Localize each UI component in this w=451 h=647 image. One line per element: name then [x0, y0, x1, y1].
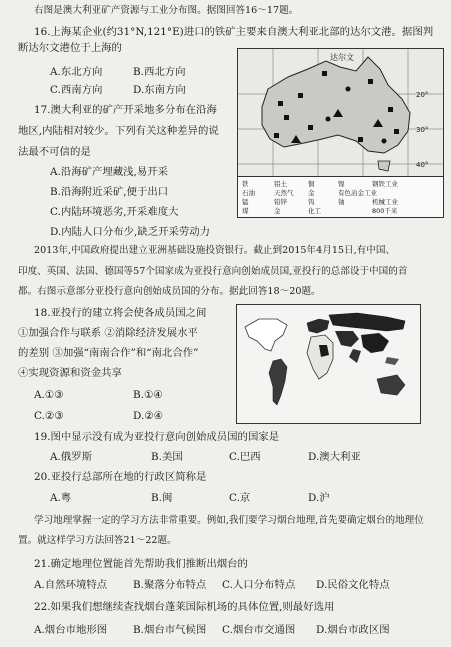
q21-option-a: A.自然环境特点 — [34, 579, 108, 591]
legend-chemical: 化工 — [308, 207, 321, 215]
q20-stem: 20.亚投行总部所在地的行政区简称是 — [34, 471, 207, 483]
legend-gold: 金 — [308, 189, 315, 197]
aiib-world-map — [236, 304, 421, 424]
q19-option-b: B.美国 — [151, 451, 183, 463]
q19-stem: 19.图中显示没有成为亚投行意向创始成员国的国家是 — [34, 431, 280, 443]
intro-18-20-line-1: 2013年,中国政府提出建立亚洲基础设施投资银行。截止到2015年4月15日,有中国、 — [34, 245, 396, 256]
q21-option-c: C.人口分布特点 — [222, 579, 296, 591]
q16-option-c: C.西南方向 — [50, 84, 103, 96]
legend-copper: 铜 — [308, 180, 315, 188]
q17-option-b: B.沿海附近采矿,便于出口 — [50, 186, 169, 198]
q16-option-b: B.西北方向 — [133, 66, 186, 78]
q22-option-d: D.烟台市政区图 — [316, 624, 390, 636]
darwin-label: 达尔文 — [330, 53, 354, 62]
legend-lead-zinc: 铅锌 — [274, 198, 287, 206]
q16-stem-2: 断达尔文港位于上海的 — [18, 42, 122, 54]
intro-21-22-line-1: 学习地理掌握一定的学习方法非常重要。例如,我们要学习烟台地理,首先要确定烟台的地理位 — [34, 515, 424, 526]
q18-option-c: C.②③ — [34, 410, 64, 422]
q17-stem-1: 17.澳大利亚的矿产开采地多分布在沿海 — [34, 104, 217, 116]
australia-map-graphic — [238, 49, 443, 177]
legend-manganese: 锰 — [242, 198, 249, 206]
intro-16-17: 右图是澳大利亚矿产资源与工业分布图。据图回答16～17题。 — [34, 5, 299, 16]
q18-choice-line-2: 的差别 ③加强“南南合作”和“南北合作” — [18, 347, 199, 359]
legend-nonferrous: 有色冶金工业 — [338, 189, 377, 197]
q18-choice-line-1: ①加强合作与联系 ②消除经济发展水平 — [18, 327, 198, 339]
australia-map-legend — [238, 176, 443, 217]
q18-option-a: A.①③ — [34, 389, 64, 401]
legend-iron: 铁 — [242, 180, 249, 188]
q18-option-d: D.②④ — [133, 410, 163, 422]
q20-option-b: B.闽 — [151, 492, 173, 504]
q19-option-d: D.澳大利亚 — [308, 451, 361, 463]
q21-stem: 21.确定地理位置能首先帮助我们推断出烟台的 — [34, 558, 248, 570]
q22-stem: 22.如果我们想继续查找烟台蓬莱国际机场的具体位置,则最好选用 — [34, 601, 335, 613]
q20-option-d: D.沪 — [308, 492, 330, 504]
lat-40-label: 40° — [416, 161, 429, 169]
scale-bar-label: 800千米 — [372, 207, 398, 215]
legend-tungsten: 钨 — [308, 198, 315, 206]
q22-option-b: B.烟台市气候图 — [133, 624, 207, 636]
legend-coal: 煤 — [242, 207, 249, 215]
legend-oil: 石油 — [242, 189, 255, 197]
q22-option-a: A.烟台市地形图 — [34, 624, 108, 636]
q18-stem: 18.亚投行的建立将会使各成员国之间 — [34, 307, 207, 319]
intro-18-20-line-2: 印度、英国、法国、德国等57个国家成为亚投行意向创始成员国,亚投行的总部设于中国的首 — [18, 266, 408, 277]
legend-gold-2: 金 — [274, 207, 281, 215]
q17-option-d: D.内陆人口分布少,缺乏开采劳动力 — [50, 226, 211, 238]
intro-18-20-line-3: 都。右图示意部分亚投行意向创始成员国的分布。据此回答18～20题。 — [18, 286, 321, 297]
legend-gas: 天然气 — [274, 189, 294, 197]
q19-option-a: A.俄罗斯 — [50, 451, 92, 463]
q18-choice-line-3: ④实现资源和资金共享 — [18, 367, 122, 379]
legend-bauxite: 铝土 — [274, 180, 287, 188]
legend-steel: 钢铁工业 — [372, 180, 398, 188]
legend-machinery: 机械工业 — [372, 198, 398, 206]
q16-option-a: A.东北方向 — [50, 66, 103, 78]
q22-option-c: C.烟台市交通图 — [222, 624, 296, 636]
q17-stem-2: 地区,内陆相对较少。下列有关这种差异的说 — [18, 125, 219, 137]
australia-resource-map — [237, 48, 444, 218]
q17-option-c: C.内陆环境恶劣,开采难度大 — [50, 206, 179, 218]
world-map-graphic — [237, 305, 420, 423]
lat-30-label: 30° — [416, 126, 429, 134]
q16-option-d: D.东南方向 — [133, 84, 186, 96]
q21-option-d: D.民俗文化特点 — [316, 579, 390, 591]
q20-option-c: C.京 — [229, 492, 251, 504]
q17-stem-3: 法最不可信的是 — [18, 146, 91, 158]
q19-option-c: C.巴西 — [229, 451, 261, 463]
legend-nickel: 镍 — [338, 180, 345, 188]
q20-option-a: A.粤 — [50, 492, 72, 504]
lat-20-label: 20° — [416, 91, 429, 99]
q18-option-b: B.①④ — [133, 389, 163, 401]
legend-uranium: 铀 — [338, 198, 345, 206]
q17-option-a: A.沿海矿产埋藏浅,易开采 — [50, 166, 169, 178]
q16-stem-1: 16.上海某企业(约31°N,121°E)进口的铁矿主要来自澳大利亚北部的达尔文港。据图判 — [34, 26, 434, 38]
q21-option-b: B.聚落分布特点 — [133, 579, 207, 591]
intro-21-22-line-2: 置。就这样学习方法回答21～22题。 — [18, 535, 177, 546]
